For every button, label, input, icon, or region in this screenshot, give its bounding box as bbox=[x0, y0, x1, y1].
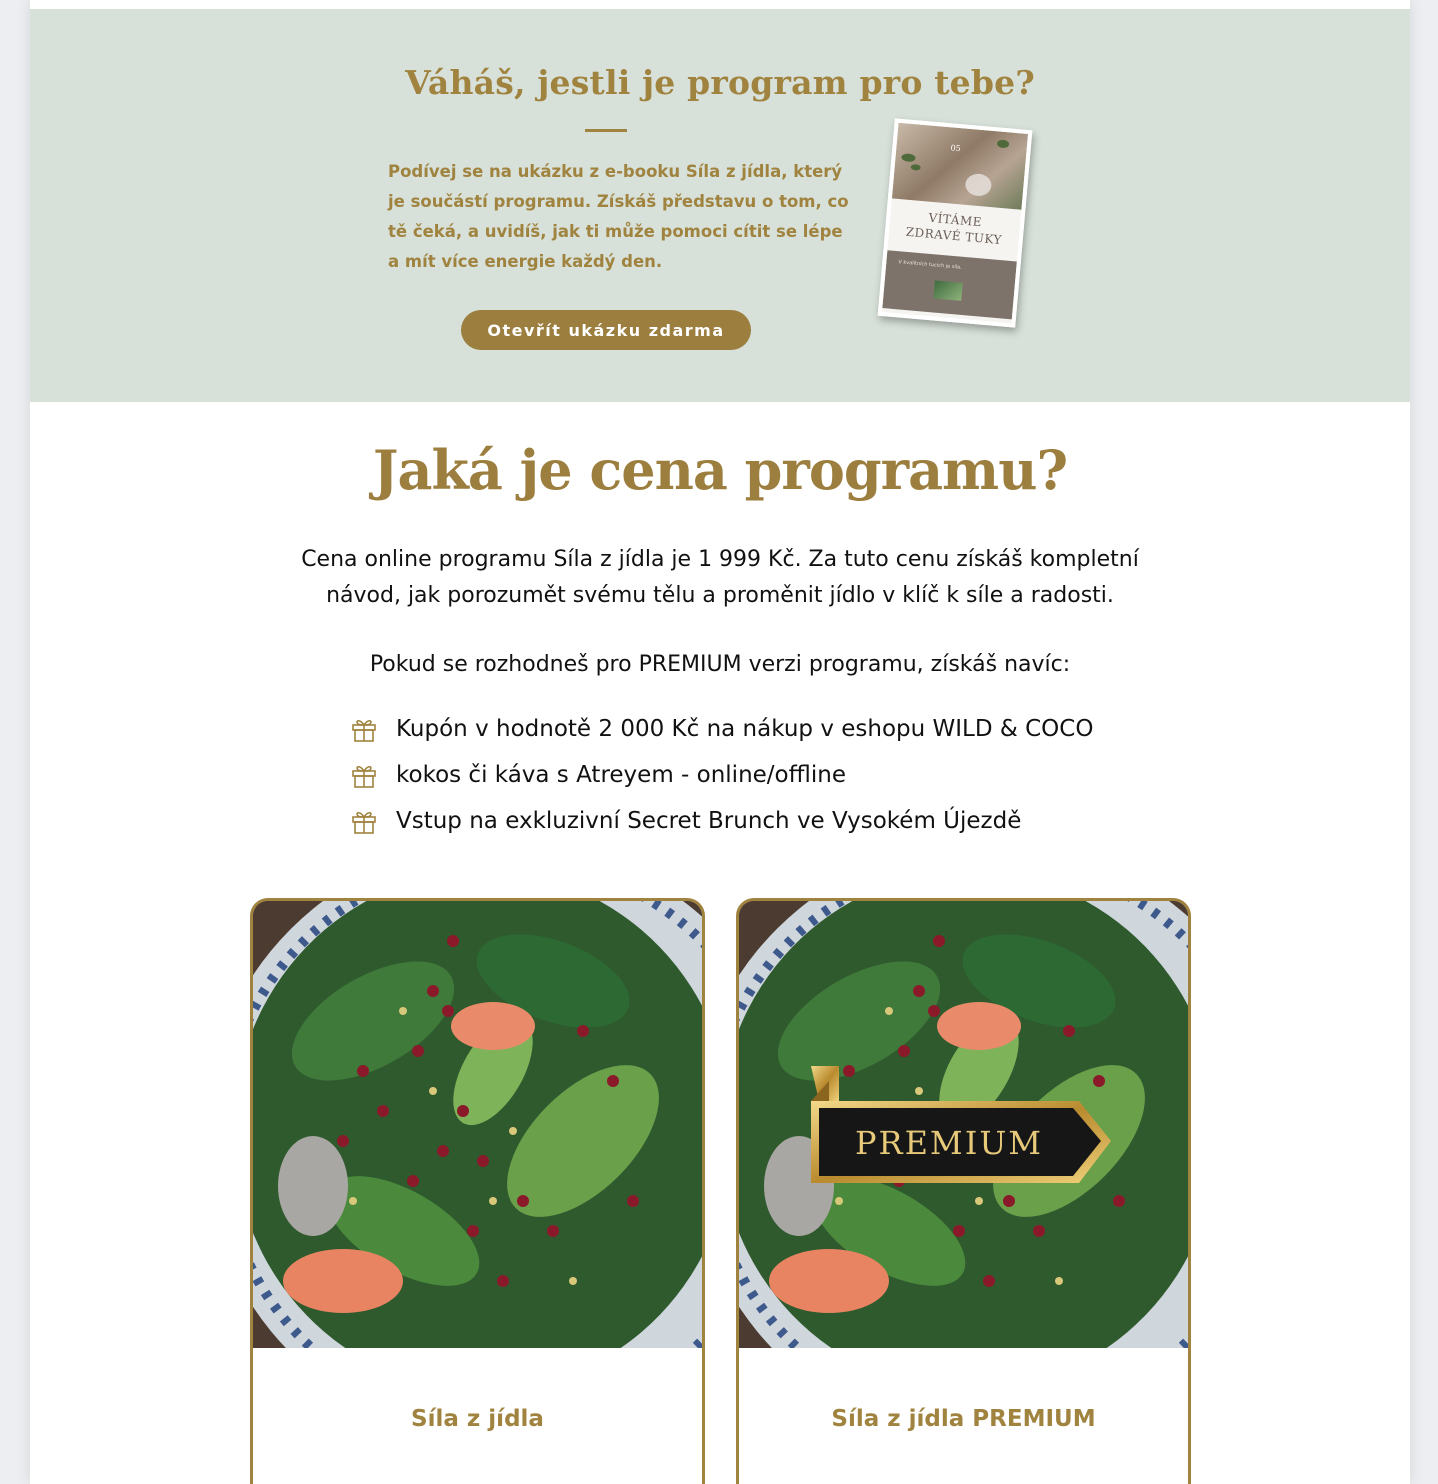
heading-divider bbox=[585, 129, 627, 132]
ebook-cover-thumbnail bbox=[878, 118, 1033, 327]
ebook-bottom-band bbox=[882, 250, 1017, 319]
open-sample-button[interactable]: Otevřít ukázku zdarma bbox=[461, 310, 751, 350]
ebook-title: VÍTÁME ZDRAVÉ TUKY bbox=[905, 210, 1003, 248]
sample-heading: Váháš, jestli je program pro tebe? bbox=[405, 63, 1035, 102]
benefit-text: kokos či káva s Atreyem - online/offline bbox=[396, 762, 846, 788]
sample-description: Podívej se na ukázku z e-booku Síla z jídla, který je součástí programu. Získáš představu o tom, co tě čeká, a uvidíš, jak ti může pomoci cítit se lépe a mít více energie každý den. bbox=[388, 162, 849, 271]
benefit-item bbox=[350, 706, 1093, 752]
benefit-text: Vstup na exkluzivní Secret Brunch ve Vysokém Újezdě bbox=[396, 808, 1022, 834]
price-heading: Jaká je cena programu? bbox=[372, 438, 1068, 502]
gift-icon bbox=[350, 715, 378, 743]
card-title: Síla z jídla bbox=[411, 1406, 544, 1432]
product-card-standard[interactable] bbox=[250, 898, 705, 1484]
premium-intro: Pokud se rozhodneš pro PREMIUM verzi programu, získáš navíc: bbox=[369, 652, 1071, 677]
price-description: Cena online programu Síla z jídla je 1 999 Kč. Za tuto cenu získáš kompletní návod, jak porozumět svému tělu a proměnit jídlo v klíč k síle a radosti. bbox=[301, 547, 1139, 608]
benefit-item bbox=[350, 798, 1093, 844]
sample-section bbox=[30, 9, 1410, 402]
ebook-number: 05 bbox=[950, 143, 962, 154]
benefit-item bbox=[350, 752, 1093, 798]
benefit-text: Kupón v hodnotě 2 000 Kč na nákup v eshopu WILD & COCO bbox=[396, 716, 1094, 742]
page bbox=[30, 0, 1410, 1484]
salad-photo bbox=[739, 901, 1188, 1348]
ebook-subtitle: V kvalitních tucích je síla. bbox=[898, 259, 962, 271]
gift-icon bbox=[350, 761, 378, 789]
gift-icon bbox=[350, 807, 378, 835]
product-card-premium[interactable] bbox=[736, 898, 1191, 1484]
ebook-cover-photo bbox=[892, 123, 1028, 210]
card-title: Síla z jídla PREMIUM bbox=[831, 1406, 1096, 1432]
ebook-mini-photo bbox=[933, 280, 962, 300]
premium-badge-label: PREMIUM bbox=[854, 1124, 1044, 1162]
premium-benefits-list bbox=[350, 706, 1093, 844]
salad-photo bbox=[253, 901, 702, 1348]
